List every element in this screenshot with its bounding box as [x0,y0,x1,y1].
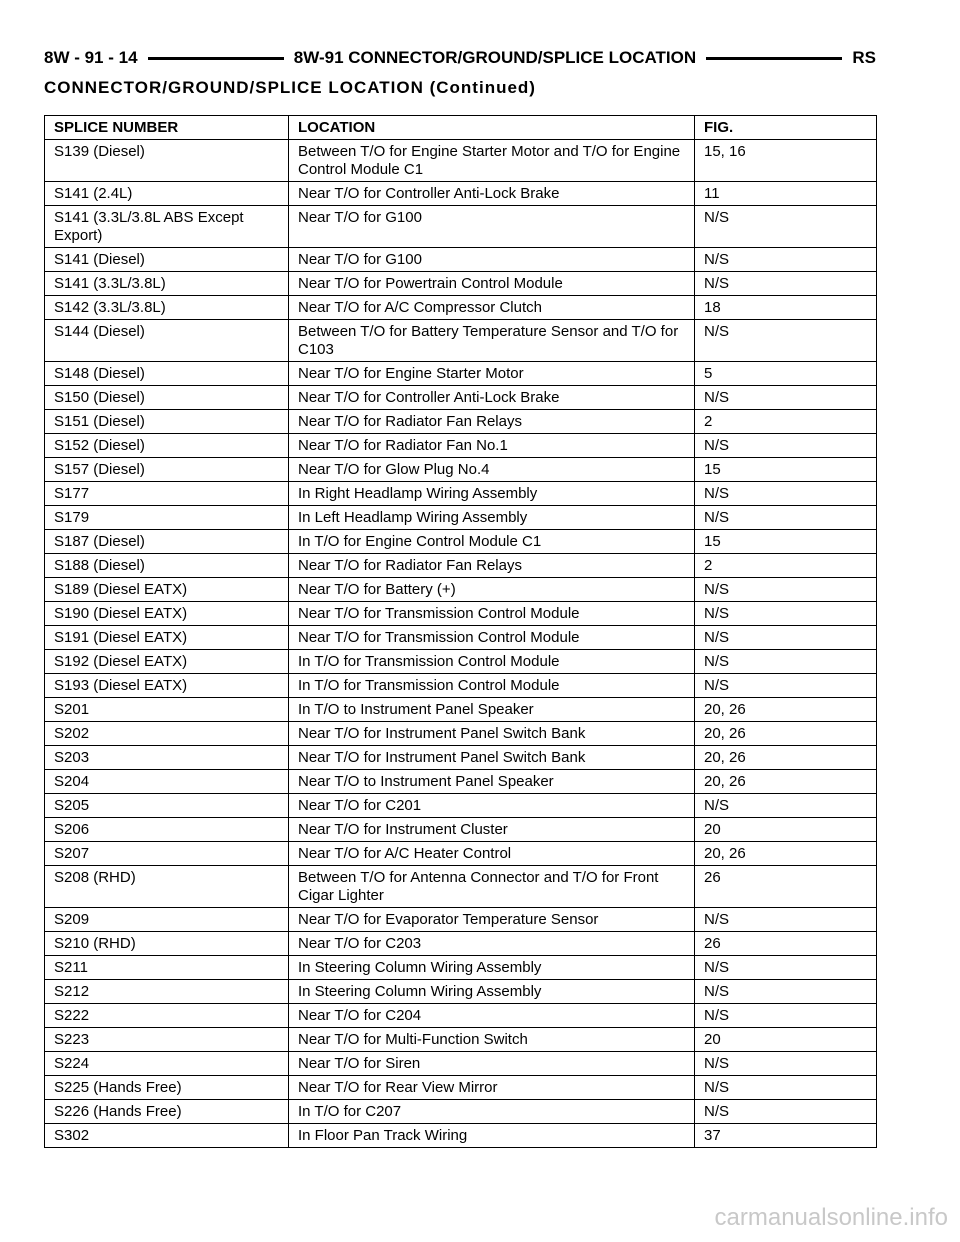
location-cell: Near T/O for Instrument Panel Switch Bank [289,722,695,746]
table-row [45,554,877,578]
location-cell: Near T/O for A/C Heater Control [289,842,695,866]
fig-cell: N/S [695,206,877,248]
fig-cell: 20 [695,1028,877,1052]
table-row [45,1124,877,1148]
location-cell: Between T/O for Battery Temperature Sensor and T/O for C103 [289,320,695,362]
table-row [45,932,877,956]
location-cell: Near T/O for A/C Compressor Clutch [289,296,695,320]
location-cell: Near T/O for Engine Starter Motor [289,362,695,386]
location-cell: Near T/O for Instrument Cluster [289,818,695,842]
fig-cell: N/S [695,956,877,980]
table-row [45,818,877,842]
splice-number-cell: S210 (RHD) [45,932,289,956]
location-cell: Near T/O for G100 [289,206,695,248]
splice-number-cell: S209 [45,908,289,932]
location-cell: Near T/O to Instrument Panel Speaker [289,770,695,794]
page-header [44,44,876,72]
header-rule-right [706,57,842,60]
table-row [45,434,877,458]
table-row [45,410,877,434]
location-cell: In Floor Pan Track Wiring [289,1124,695,1148]
fig-cell: 20, 26 [695,770,877,794]
splice-number-cell: S141 (3.3L/3.8L ABS Except Export) [45,206,289,248]
fig-cell: N/S [695,434,877,458]
fig-cell: N/S [695,1052,877,1076]
fig-cell: 20, 26 [695,746,877,770]
location-cell: Near T/O for C201 [289,794,695,818]
location-cell: In T/O for C207 [289,1100,695,1124]
location-cell: Near T/O for C204 [289,1004,695,1028]
location-cell: Near T/O for Battery (+) [289,578,695,602]
splice-number-cell: S207 [45,842,289,866]
fig-cell: 20 [695,818,877,842]
table-row [45,746,877,770]
splice-number-cell: S141 (3.3L/3.8L) [45,272,289,296]
splice-number-cell: S208 (RHD) [45,866,289,908]
table-row [45,506,877,530]
table-row [45,1028,877,1052]
location-cell: Near T/O for Radiator Fan Relays [289,410,695,434]
table-row [45,482,877,506]
location-cell: In T/O for Transmission Control Module [289,650,695,674]
table-row [45,650,877,674]
table-row [45,722,877,746]
fig-cell: 15 [695,458,877,482]
fig-cell: N/S [695,602,877,626]
location-cell: In Right Headlamp Wiring Assembly [289,482,695,506]
table-row [45,674,877,698]
splice-number-cell: S150 (Diesel) [45,386,289,410]
fig-cell: N/S [695,980,877,1004]
page-number: 8W - 91 - 14 [44,48,138,67]
fig-cell: N/S [695,248,877,272]
table-row [45,866,877,908]
fig-cell: 18 [695,296,877,320]
location-cell: Near T/O for Controller Anti-Lock Brake [289,182,695,206]
table-row [45,296,877,320]
location-cell: Near T/O for G100 [289,248,695,272]
fig-cell: 5 [695,362,877,386]
table-row [45,272,877,296]
splice-number-cell: S302 [45,1124,289,1148]
table-row [45,602,877,626]
table-row [45,626,877,650]
splice-number-cell: S144 (Diesel) [45,320,289,362]
splice-number-cell: S139 (Diesel) [45,140,289,182]
column-header-fig: FIG. [695,116,877,140]
location-cell: Near T/O for Siren [289,1052,695,1076]
splice-number-cell: S224 [45,1052,289,1076]
table-row [45,1004,877,1028]
table-row [45,530,877,554]
splice-number-cell: S203 [45,746,289,770]
location-cell: Near T/O for C203 [289,932,695,956]
splice-number-cell: S193 (Diesel EATX) [45,674,289,698]
table-row [45,206,877,248]
splice-number-cell: S142 (3.3L/3.8L) [45,296,289,320]
table-body [45,140,877,1148]
table-row [45,956,877,980]
table-row [45,1052,877,1076]
table-row [45,1076,877,1100]
splice-number-cell: S201 [45,698,289,722]
splice-number-cell: S188 (Diesel) [45,554,289,578]
location-cell: Near T/O for Evaporator Temperature Sensor [289,908,695,932]
fig-cell: N/S [695,1076,877,1100]
splice-number-cell: S148 (Diesel) [45,362,289,386]
table-row [45,458,877,482]
splice-number-cell: S151 (Diesel) [45,410,289,434]
section-title: 8W-91 CONNECTOR/GROUND/SPLICE LOCATION [293,48,697,67]
splice-number-cell: S141 (Diesel) [45,248,289,272]
table-row [45,770,877,794]
splice-number-cell: S223 [45,1028,289,1052]
table-row [45,248,877,272]
model-code: RS [852,48,877,67]
location-cell: In Steering Column Wiring Assembly [289,980,695,1004]
fig-cell: 20, 26 [695,842,877,866]
fig-cell: N/S [695,482,877,506]
fig-cell: 15 [695,530,877,554]
location-cell: Between T/O for Antenna Connector and T/O for Front Cigar Lighter [289,866,695,908]
table-row [45,578,877,602]
splice-number-cell: S141 (2.4L) [45,182,289,206]
location-cell: Near T/O for Controller Anti-Lock Brake [289,386,695,410]
location-cell: Near T/O for Glow Plug No.4 [289,458,695,482]
location-cell: Near T/O for Rear View Mirror [289,1076,695,1100]
fig-cell: N/S [695,908,877,932]
fig-cell: 20, 26 [695,722,877,746]
location-cell: Near T/O for Transmission Control Module [289,602,695,626]
splice-number-cell: S179 [45,506,289,530]
table-row [45,386,877,410]
splice-number-cell: S187 (Diesel) [45,530,289,554]
fig-cell: 2 [695,410,877,434]
fig-cell: N/S [695,578,877,602]
fig-cell: N/S [695,794,877,818]
location-cell: In T/O for Engine Control Module C1 [289,530,695,554]
location-cell: Near T/O for Transmission Control Module [289,626,695,650]
column-header-splice-number: SPLICE NUMBER [45,116,289,140]
fig-cell: N/S [695,272,877,296]
fig-cell: N/S [695,1004,877,1028]
splice-number-cell: S225 (Hands Free) [45,1076,289,1100]
location-cell: In T/O for Transmission Control Module [289,674,695,698]
splice-number-cell: S152 (Diesel) [45,434,289,458]
location-cell: Near T/O for Radiator Fan Relays [289,554,695,578]
fig-cell: N/S [695,506,877,530]
table-row [45,842,877,866]
fig-cell: 26 [695,932,877,956]
location-cell: In T/O to Instrument Panel Speaker [289,698,695,722]
fig-cell: N/S [695,650,877,674]
location-cell: Near T/O for Instrument Panel Switch Bank [289,746,695,770]
fig-cell: N/S [695,626,877,650]
splice-number-cell: S204 [45,770,289,794]
splice-number-cell: S212 [45,980,289,1004]
header-rule-left [148,57,284,60]
watermark: carmanualsonline.info [714,1204,948,1231]
splice-number-cell: S202 [45,722,289,746]
fig-cell: N/S [695,320,877,362]
splice-number-cell: S177 [45,482,289,506]
table-row [45,698,877,722]
table-row [45,980,877,1004]
fig-cell: 37 [695,1124,877,1148]
fig-cell: 26 [695,866,877,908]
splice-number-cell: S222 [45,1004,289,1028]
splice-number-cell: S192 (Diesel EATX) [45,650,289,674]
location-cell: Near T/O for Radiator Fan No.1 [289,434,695,458]
fig-cell: N/S [695,674,877,698]
fig-cell: 15, 16 [695,140,877,182]
location-cell: Between T/O for Engine Starter Motor and T/O for Engine Control Module C1 [289,140,695,182]
table-header-row [45,116,877,140]
splice-number-cell: S190 (Diesel EATX) [45,602,289,626]
table-row [45,908,877,932]
fig-cell: N/S [695,1100,877,1124]
fig-cell: 2 [695,554,877,578]
splice-number-cell: S206 [45,818,289,842]
splice-number-cell: S157 (Diesel) [45,458,289,482]
table-row [45,1100,877,1124]
table-row [45,182,877,206]
splice-location-table [44,115,877,1148]
fig-cell: 11 [695,182,877,206]
table-row [45,320,877,362]
table-row [45,140,877,182]
column-header-location: LOCATION [289,116,695,140]
splice-number-cell: S226 (Hands Free) [45,1100,289,1124]
location-cell: Near T/O for Multi-Function Switch [289,1028,695,1052]
table-row [45,794,877,818]
page-subtitle: CONNECTOR/GROUND/SPLICE LOCATION (Continued) [44,78,536,97]
location-cell: In Left Headlamp Wiring Assembly [289,506,695,530]
splice-number-cell: S211 [45,956,289,980]
splice-number-cell: S205 [45,794,289,818]
location-cell: Near T/O for Powertrain Control Module [289,272,695,296]
fig-cell: N/S [695,386,877,410]
splice-number-cell: S191 (Diesel EATX) [45,626,289,650]
table-row [45,362,877,386]
splice-number-cell: S189 (Diesel EATX) [45,578,289,602]
fig-cell: 20, 26 [695,698,877,722]
location-cell: In Steering Column Wiring Assembly [289,956,695,980]
